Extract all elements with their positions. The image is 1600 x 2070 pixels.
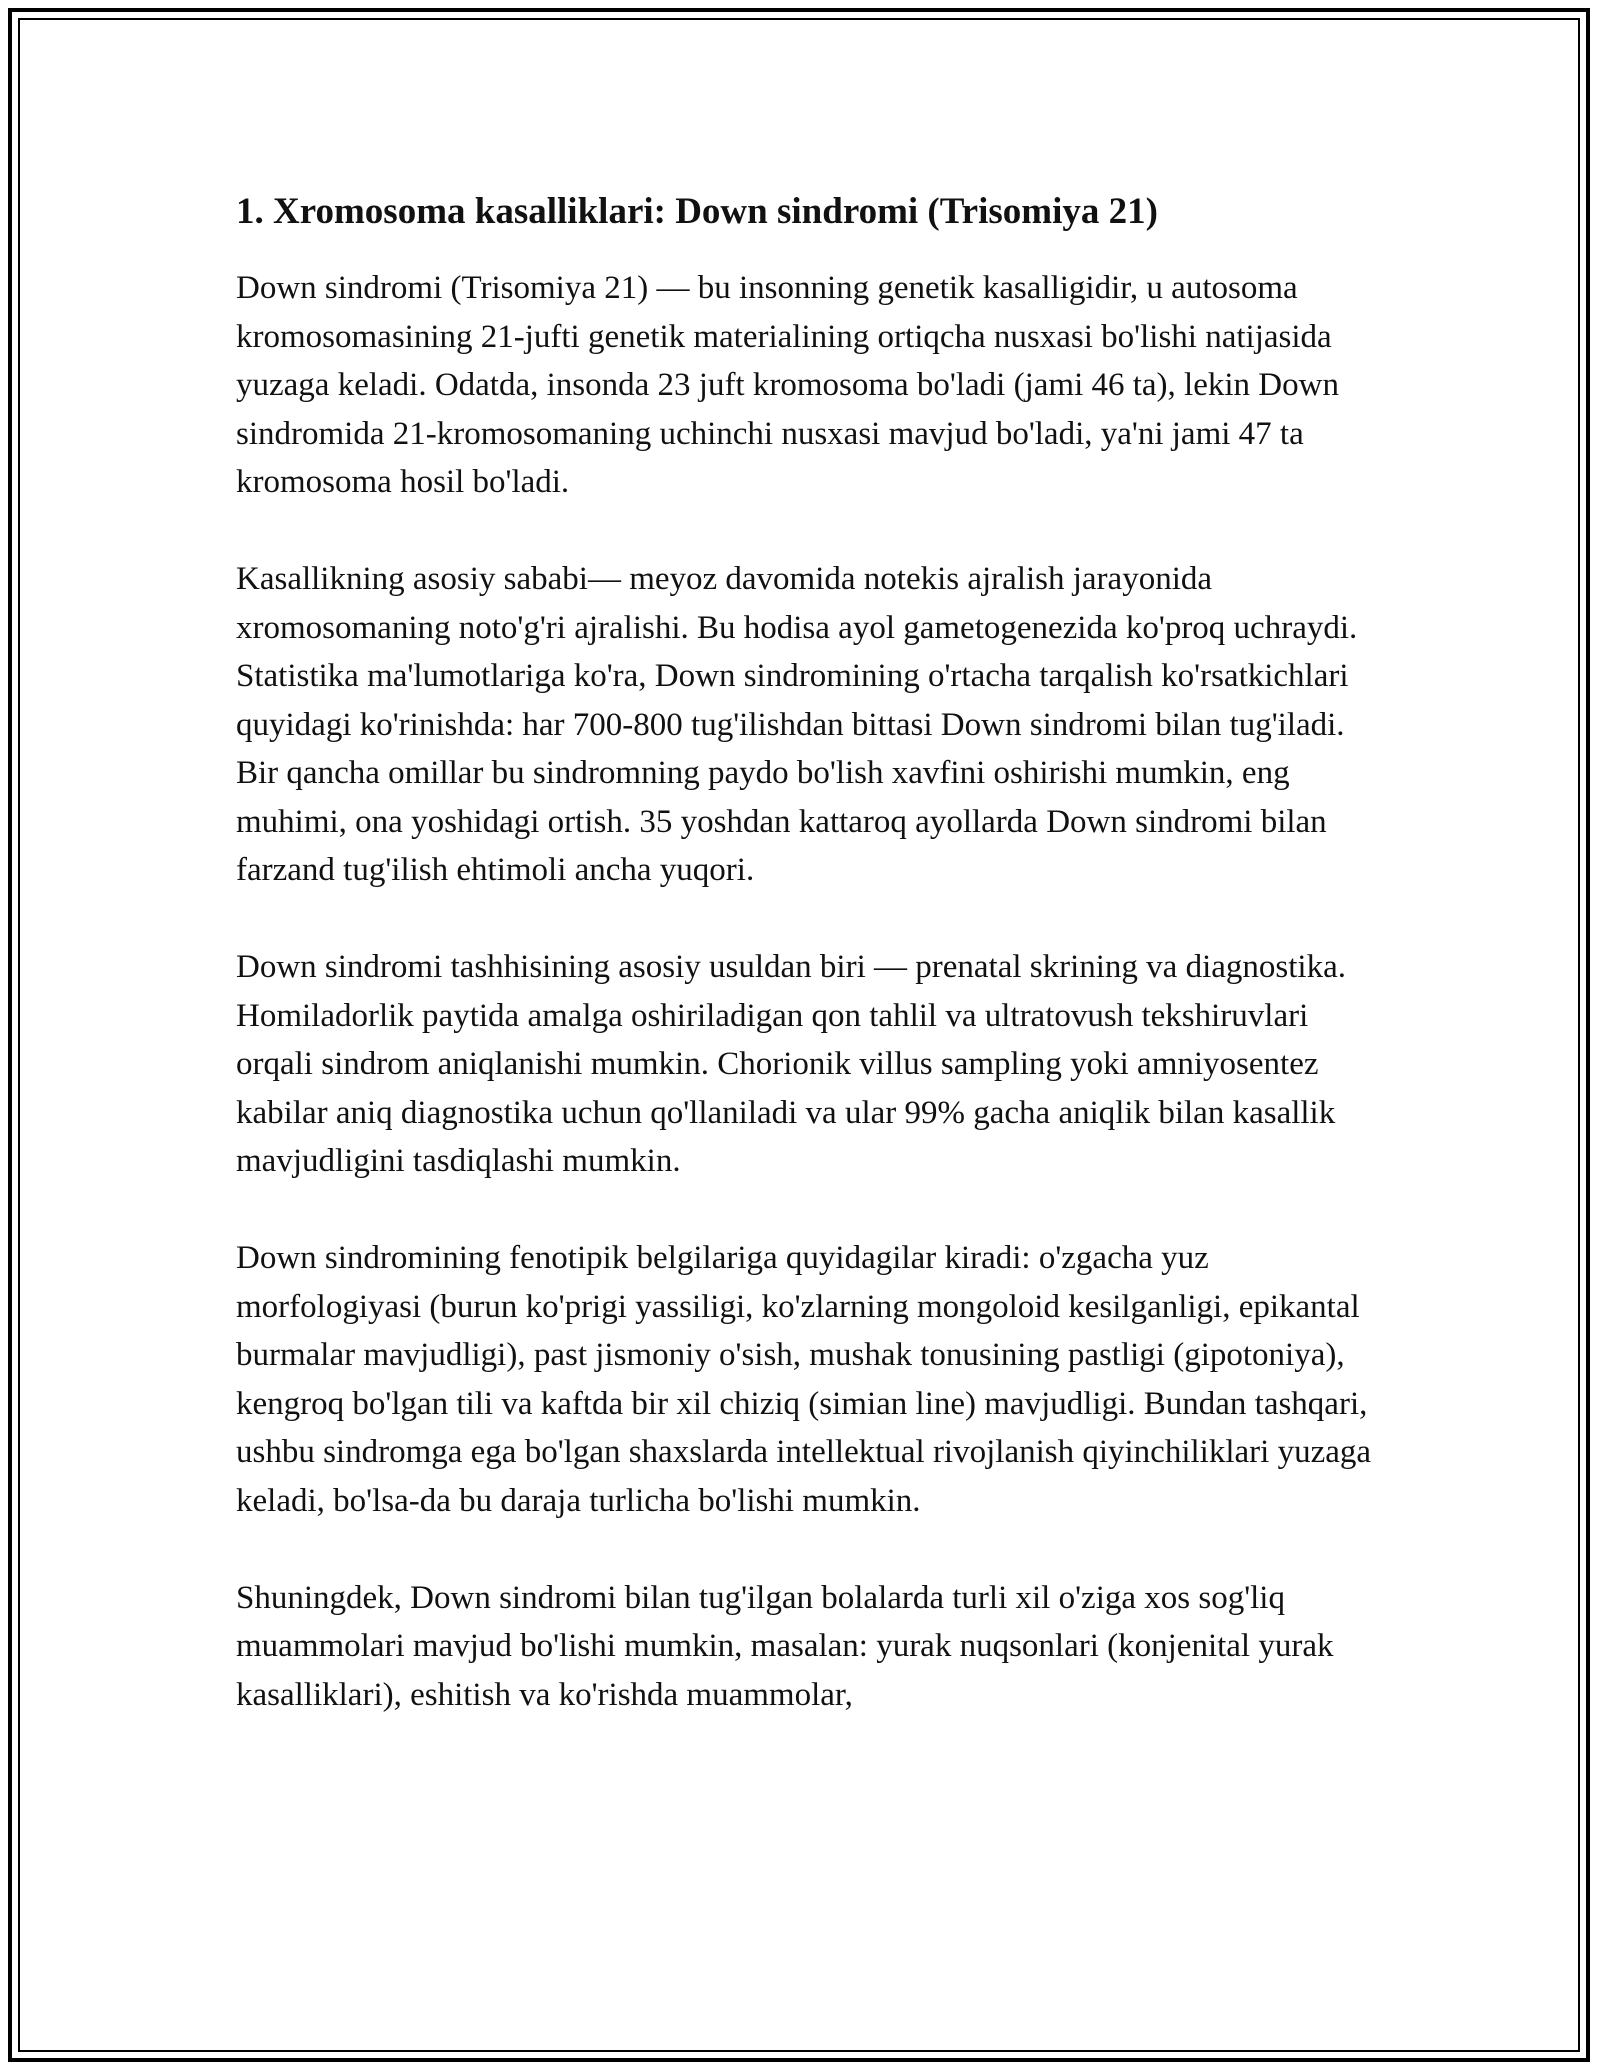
- paragraph-phenotype: Down sindromining fenotipik belgilariga quyidagilar kiradi: o'zgacha yuz morfologiyasi (burun ko'prigi yassiligi, ko'zlarning mongoloid kesilganligi, epikantal burmalar mavjudligi), past jismoniy o'sish, mushak tonusining pastligi (gipotoniya), kengroq bo'lgan tili va kaftda bir xil chiziq (simian line) mavjudligi. Bundan tashqari, ushbu sindromga ega bo'lgan shaxslarda intellektual rivojlanish qiyinchiliklari yuzaga keladi, bo'lsa-da bu daraja turlicha bo'lishi mumkin.: [236, 1240, 1372, 1519]
- paragraph-definition: Down sindromi (Trisomiya 21) — bu insonning genetik kasalligidir, u autosoma kromosomasining 21-jufti genetik materialining ortiqcha nusxasi bo'lishi natijasida yuzaga keladi. Odatda, insonda 23 juft kromosoma bo'ladi (jami 46 ta), lekin Down sindromida 21-kromosomaning uchinchi nusxasi mavjud bo'ladi, ya'ni jami 47 ta kromosoma hosil bo'ladi.: [236, 270, 1339, 500]
- paragraph-diagnosis: Down sindromi tashhisining asosiy usuldan biri — prenatal skrining va diagnostika. Homiladorlik paytida amalga oshiriladigan qon tahlil va ultratovush tekshiruvlari orqali sindrom aniqlanishi mumkin. Chorionik villus sampling yoki amniyosentez kabilar aniq diagnostika uchun qo'llaniladi va ular 99% gacha aniqlik bilan kasallik mavjudligini tasdiqlashi mumkin.: [236, 949, 1346, 1179]
- paragraph-health-problems: Shuningdek, Down sindromi bilan tug'ilgan bolalarda turli xil o'ziga xos sog'liq muammolari mavjud bo'lishi mumkin, masalan: yurak nuqsonlari (konjenital yurak kasalliklari), eshitish va ko'rishda muammolar,: [236, 1579, 1334, 1713]
- paragraph-causes: Kasallikning asosiy sababi— meyoz davomida notekis ajralish jarayonida xromosomaning noto'g'ri ajralishi. Bu hodisa ayol gametogenezida ko'proq uchraydi. Statistika ma'lumotlariga ko'ra, Down sindromining o'rtacha tarqalish ko'rsatkichlari quyidagi ko'rinishda: har 700-800 tug'ilishdan bittasi Down sindromi bilan tug'iladi. Bir qancha omillar bu sindromning paydo bo'lish xavfini oshirishi mumkin, eng muhimi, ona yoshidagi ortish. 35 yoshdan kattaroq ayollarda Down sindromi bilan farzand tug'ilish ehtimoli ancha yuqori.: [236, 561, 1358, 888]
- document-title: 1. Xromosoma kasalliklari: Down sindromi (Trisomiya 21): [236, 191, 1158, 232]
- document-body: [236, 186, 1376, 1768]
